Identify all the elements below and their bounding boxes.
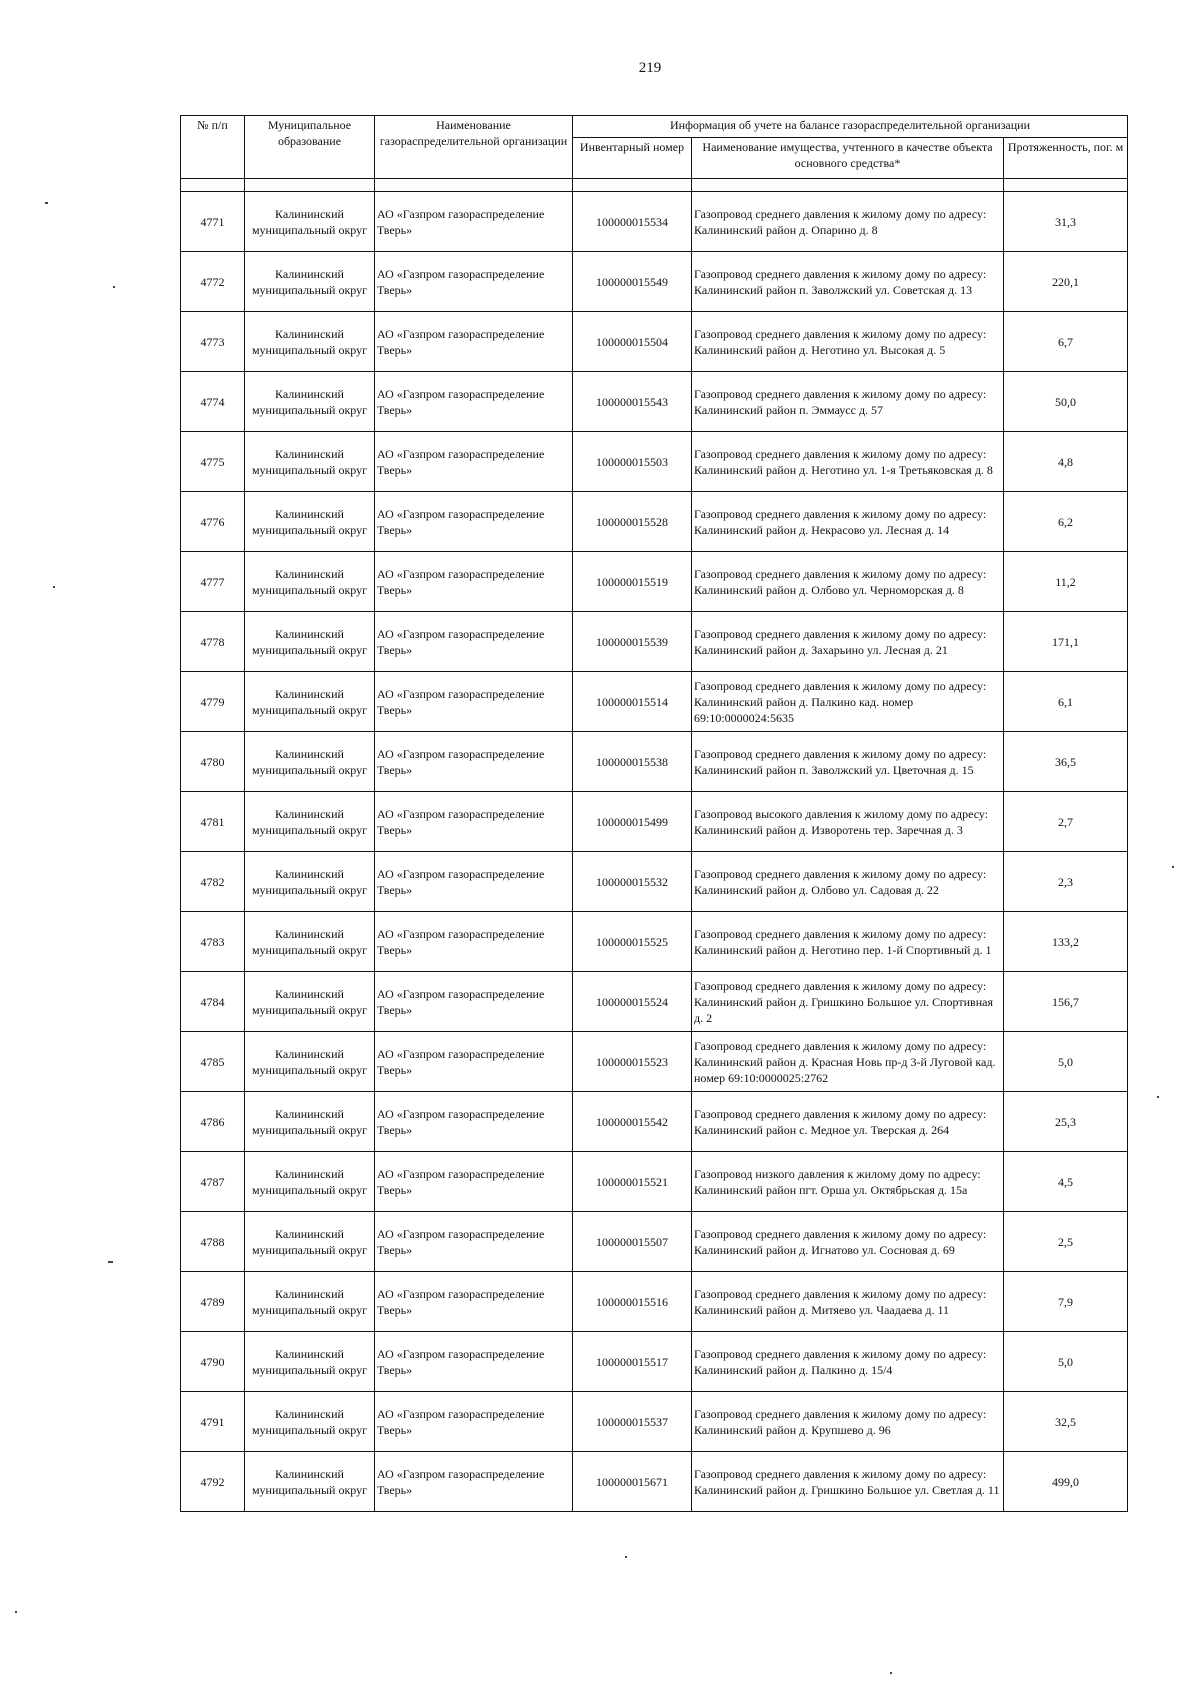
row-number: 4781 — [181, 792, 245, 852]
row-inventory-number: 100000015542 — [573, 1092, 692, 1152]
row-property-name: Газопровод среднего давления к жилому дому по адресу: Калининский район д. Неготино ул. 1-я Третьяковская д. 8 — [692, 432, 1004, 492]
table-row — [181, 1092, 1128, 1152]
row-number: 4772 — [181, 252, 245, 312]
row-length: 7,9 — [1004, 1272, 1128, 1332]
scan-speck — [113, 286, 115, 288]
row-organization: АО «Газпром газораспределение Тверь» — [375, 1032, 573, 1092]
row-number: 4792 — [181, 1452, 245, 1512]
row-length: 4,5 — [1004, 1152, 1128, 1212]
row-length: 133,2 — [1004, 912, 1128, 972]
row-inventory-number: 100000015671 — [573, 1452, 692, 1512]
row-property-name: Газопровод среднего давления к жилому дому по адресу: Калининский район д. Захарьино ул. Лесная д. 21 — [692, 612, 1004, 672]
table-row — [181, 1392, 1128, 1452]
row-property-name: Газопровод среднего давления к жилому дому по адресу: Калининский район д. Гришкино Большое ул. Светлая д. 11 — [692, 1452, 1004, 1512]
table-row — [181, 912, 1128, 972]
row-organization: АО «Газпром газораспределение Тверь» — [375, 852, 573, 912]
table-row — [181, 612, 1128, 672]
row-inventory-number: 100000015532 — [573, 852, 692, 912]
table-row — [181, 972, 1128, 1032]
table-header — [181, 116, 1128, 179]
row-number: 4790 — [181, 1332, 245, 1392]
row-organization: АО «Газпром газораспределение Тверь» — [375, 672, 573, 732]
row-length: 25,3 — [1004, 1092, 1128, 1152]
row-municipality: Калининский муниципальный округ — [245, 792, 375, 852]
table-row — [181, 672, 1128, 732]
row-length: 499,0 — [1004, 1452, 1128, 1512]
row-property-name: Газопровод среднего давления к жилому дому по адресу: Калининский район п. Заволжский ул. Цветочная д. 15 — [692, 732, 1004, 792]
table-row — [181, 192, 1128, 252]
row-municipality: Калининский муниципальный округ — [245, 1332, 375, 1392]
row-organization: АО «Газпром газораспределение Тверь» — [375, 612, 573, 672]
scan-speck — [45, 202, 48, 204]
row-municipality: Калининский муниципальный округ — [245, 672, 375, 732]
row-property-name: Газопровод среднего давления к жилому дому по адресу: Калининский район д. Некрасово ул. Лесная д. 14 — [692, 492, 1004, 552]
table-row — [181, 1272, 1128, 1332]
row-number: 4775 — [181, 432, 245, 492]
row-length: 6,1 — [1004, 672, 1128, 732]
row-number: 4778 — [181, 612, 245, 672]
scan-speck — [1172, 866, 1174, 868]
row-organization: АО «Газпром газораспределение Тверь» — [375, 1212, 573, 1272]
row-inventory-number: 100000015507 — [573, 1212, 692, 1272]
row-municipality: Калининский муниципальный округ — [245, 852, 375, 912]
scan-speck — [890, 1672, 892, 1674]
row-length: 2,7 — [1004, 792, 1128, 852]
row-inventory-number: 100000015499 — [573, 792, 692, 852]
row-municipality: Калининский муниципальный округ — [245, 1392, 375, 1452]
row-organization: АО «Газпром газораспределение Тверь» — [375, 1392, 573, 1452]
row-organization: АО «Газпром газораспределение Тверь» — [375, 492, 573, 552]
row-organization: АО «Газпром газораспределение Тверь» — [375, 552, 573, 612]
scan-speck — [53, 586, 55, 588]
row-municipality: Калининский муниципальный округ — [245, 1152, 375, 1212]
row-property-name: Газопровод среднего давления к жилому дому по адресу: Калининский район д. Игнатово ул. Сосновая д. 69 — [692, 1212, 1004, 1272]
header-balance-info: Информация об учете на балансе газораспределительной организации — [573, 116, 1128, 138]
row-municipality: Калининский муниципальный округ — [245, 492, 375, 552]
row-municipality: Калининский муниципальный округ — [245, 1452, 375, 1512]
row-inventory-number: 100000015504 — [573, 312, 692, 372]
row-municipality: Калининский муниципальный округ — [245, 552, 375, 612]
table-row — [181, 1452, 1128, 1512]
header-spacer-row — [181, 179, 1128, 192]
row-inventory-number: 100000015503 — [573, 432, 692, 492]
table-row — [181, 1212, 1128, 1272]
row-organization: АО «Газпром газораспределение Тверь» — [375, 432, 573, 492]
row-organization: АО «Газпром газораспределение Тверь» — [375, 1092, 573, 1152]
row-municipality: Калининский муниципальный округ — [245, 432, 375, 492]
row-number: 4786 — [181, 1092, 245, 1152]
row-municipality: Калининский муниципальный округ — [245, 972, 375, 1032]
table-row — [181, 432, 1128, 492]
row-number: 4789 — [181, 1272, 245, 1332]
row-length: 4,8 — [1004, 432, 1128, 492]
row-property-name: Газопровод среднего давления к жилому дому по адресу: Калининский район д. Неготино пер. 1-й Спортивный д. 1 — [692, 912, 1004, 972]
row-organization: АО «Газпром газораспределение Тверь» — [375, 972, 573, 1032]
row-length: 36,5 — [1004, 732, 1128, 792]
row-inventory-number: 100000015524 — [573, 972, 692, 1032]
row-length: 156,7 — [1004, 972, 1128, 1032]
header-property-name: Наименование имущества, учтенного в качестве объекта основного средства* — [692, 138, 1004, 179]
row-number: 4777 — [181, 552, 245, 612]
row-number: 4782 — [181, 852, 245, 912]
row-organization: АО «Газпром газораспределение Тверь» — [375, 372, 573, 432]
row-number: 4787 — [181, 1152, 245, 1212]
row-length: 2,5 — [1004, 1212, 1128, 1272]
row-inventory-number: 100000015517 — [573, 1332, 692, 1392]
row-organization: АО «Газпром газораспределение Тверь» — [375, 1332, 573, 1392]
row-inventory-number: 100000015543 — [573, 372, 692, 432]
table-row — [181, 372, 1128, 432]
row-property-name: Газопровод среднего давления к жилому дому по адресу: Калининский район с. Медное ул. Тверская д. 264 — [692, 1092, 1004, 1152]
row-property-name: Газопровод высокого давления к жилому дому по адресу: Калининский район д. Изворотень тер. Заречная д. 3 — [692, 792, 1004, 852]
table-row — [181, 552, 1128, 612]
table-row — [181, 1152, 1128, 1212]
row-municipality: Калининский муниципальный округ — [245, 252, 375, 312]
table-row — [181, 1032, 1128, 1092]
row-inventory-number: 100000015519 — [573, 552, 692, 612]
row-inventory-number: 100000015525 — [573, 912, 692, 972]
row-length: 6,2 — [1004, 492, 1128, 552]
row-organization: АО «Газпром газораспределение Тверь» — [375, 1452, 573, 1512]
row-length: 5,0 — [1004, 1332, 1128, 1392]
row-organization: АО «Газпром газораспределение Тверь» — [375, 192, 573, 252]
header-num: № п/п — [181, 116, 245, 179]
header-organization: Наименование газораспределительной организации — [375, 116, 573, 179]
row-number: 4779 — [181, 672, 245, 732]
row-number: 4771 — [181, 192, 245, 252]
row-length: 5,0 — [1004, 1032, 1128, 1092]
row-organization: АО «Газпром газораспределение Тверь» — [375, 732, 573, 792]
row-organization: АО «Газпром газораспределение Тверь» — [375, 1152, 573, 1212]
row-length: 6,7 — [1004, 312, 1128, 372]
gas-assets-table — [180, 115, 1128, 1512]
row-organization: АО «Газпром газораспределение Тверь» — [375, 312, 573, 372]
row-municipality: Калининский муниципальный округ — [245, 1212, 375, 1272]
row-property-name: Газопровод среднего давления к жилому дому по адресу: Калининский район п. Заволжский ул. Советская д. 13 — [692, 252, 1004, 312]
row-property-name: Газопровод среднего давления к жилому дому по адресу: Калининский район д. Красная Новь пр-д 3-й Луговой кад. номер 69:10:0000025:2762 — [692, 1032, 1004, 1092]
row-length: 171,1 — [1004, 612, 1128, 672]
row-property-name: Газопровод среднего давления к жилому дому по адресу: Калининский район д. Палкино кад. номер 69:10:0000024:5635 — [692, 672, 1004, 732]
row-number: 4791 — [181, 1392, 245, 1452]
row-length: 31,3 — [1004, 192, 1128, 252]
row-property-name: Газопровод среднего давления к жилому дому по адресу: Калининский район д. Гришкино Большое ул. Спортивная д. 2 — [692, 972, 1004, 1032]
row-municipality: Калининский муниципальный округ — [245, 312, 375, 372]
row-municipality: Калининский муниципальный округ — [245, 1092, 375, 1152]
scan-speck — [108, 1261, 113, 1263]
row-inventory-number: 100000015516 — [573, 1272, 692, 1332]
row-organization: АО «Газпром газораспределение Тверь» — [375, 252, 573, 312]
row-inventory-number: 100000015539 — [573, 612, 692, 672]
row-number: 4783 — [181, 912, 245, 972]
row-inventory-number: 100000015537 — [573, 1392, 692, 1452]
row-municipality: Калининский муниципальный округ — [245, 612, 375, 672]
row-organization: АО «Газпром газораспределение Тверь» — [375, 792, 573, 852]
row-number: 4780 — [181, 732, 245, 792]
row-number: 4776 — [181, 492, 245, 552]
table-row — [181, 1332, 1128, 1392]
row-inventory-number: 100000015528 — [573, 492, 692, 552]
row-property-name: Газопровод среднего давления к жилому дому по адресу: Калининский район д. Олбово ул. Черноморская д. 8 — [692, 552, 1004, 612]
row-inventory-number: 100000015514 — [573, 672, 692, 732]
header-inventory: Инвентарный номер — [573, 138, 692, 179]
row-number: 4773 — [181, 312, 245, 372]
row-inventory-number: 100000015523 — [573, 1032, 692, 1092]
header-length: Протяженность, пог. м — [1004, 138, 1128, 179]
row-property-name: Газопровод среднего давления к жилому дому по адресу: Калининский район д. Митяево ул. Чаадаева д. 11 — [692, 1272, 1004, 1332]
row-municipality: Калининский муниципальный округ — [245, 192, 375, 252]
row-municipality: Калининский муниципальный округ — [245, 732, 375, 792]
scan-speck — [625, 1556, 627, 1558]
table-row — [181, 732, 1128, 792]
row-inventory-number: 100000015549 — [573, 252, 692, 312]
row-number: 4785 — [181, 1032, 245, 1092]
gas-assets-table-container — [180, 115, 1127, 1512]
table-body — [181, 179, 1128, 1512]
row-property-name: Газопровод среднего давления к жилому дому по адресу: Калининский район д. Палкино д. 15/4 — [692, 1332, 1004, 1392]
row-property-name: Газопровод среднего давления к жилому дому по адресу: Калининский район д. Опарино д. 8 — [692, 192, 1004, 252]
header-municipality: Муниципальное образование — [245, 116, 375, 179]
row-property-name: Газопровод среднего давления к жилому дому по адресу: Калининский район д. Олбово ул. Садовая д. 22 — [692, 852, 1004, 912]
row-property-name: Газопровод среднего давления к жилому дому по адресу: Калининский район п. Эммаусс д. 57 — [692, 372, 1004, 432]
row-inventory-number: 100000015534 — [573, 192, 692, 252]
row-property-name: Газопровод среднего давления к жилому дому по адресу: Калининский район д. Крупшево д. 96 — [692, 1392, 1004, 1452]
row-number: 4774 — [181, 372, 245, 432]
row-property-name: Газопровод среднего давления к жилому дому по адресу: Калининский район д. Неготино ул. Высокая д. 5 — [692, 312, 1004, 372]
row-property-name: Газопровод низкого давления к жилому дому по адресу: Калининский район пгт. Орша ул. Октябрьская д. 15а — [692, 1152, 1004, 1212]
row-inventory-number: 100000015521 — [573, 1152, 692, 1212]
row-municipality: Калининский муниципальный округ — [245, 912, 375, 972]
row-length: 50,0 — [1004, 372, 1128, 432]
row-organization: АО «Газпром газораспределение Тверь» — [375, 912, 573, 972]
row-length: 11,2 — [1004, 552, 1128, 612]
row-number: 4784 — [181, 972, 245, 1032]
table-row — [181, 252, 1128, 312]
scan-speck — [15, 1611, 17, 1613]
row-organization: АО «Газпром газораспределение Тверь» — [375, 1272, 573, 1332]
row-municipality: Калининский муниципальный округ — [245, 1032, 375, 1092]
row-municipality: Калининский муниципальный округ — [245, 372, 375, 432]
page-number: 219 — [638, 60, 662, 76]
scan-speck — [1157, 1096, 1159, 1098]
row-number: 4788 — [181, 1212, 245, 1272]
table-row — [181, 852, 1128, 912]
row-municipality: Калининский муниципальный округ — [245, 1272, 375, 1332]
row-inventory-number: 100000015538 — [573, 732, 692, 792]
table-row — [181, 792, 1128, 852]
row-length: 2,3 — [1004, 852, 1128, 912]
table-row — [181, 492, 1128, 552]
row-length: 32,5 — [1004, 1392, 1128, 1452]
row-length: 220,1 — [1004, 252, 1128, 312]
table-row — [181, 312, 1128, 372]
